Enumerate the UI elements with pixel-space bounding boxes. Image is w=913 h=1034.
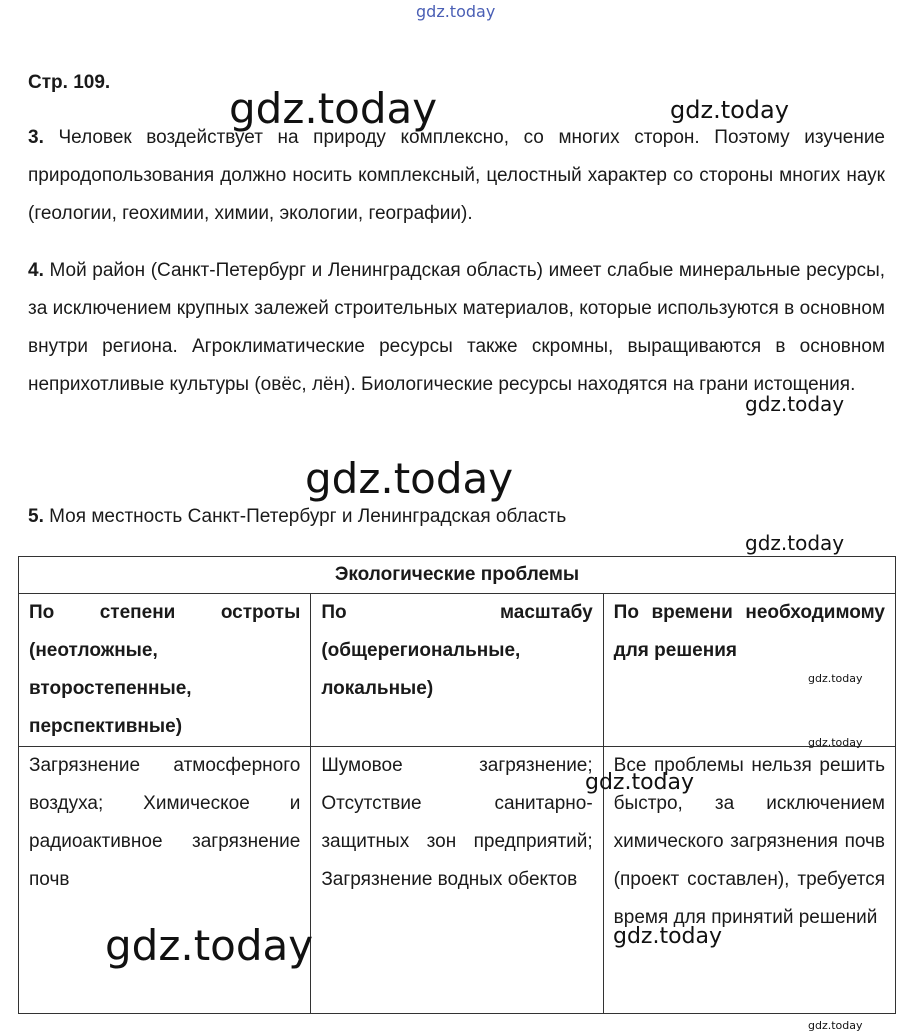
answer-number: 4. xyxy=(28,260,44,281)
column-header-time: По времени необходимому для решения xyxy=(603,594,895,747)
answer-number: 5. xyxy=(28,506,44,527)
watermark: gdz.today xyxy=(105,921,314,970)
table-title: Экологические проблемы xyxy=(19,557,896,594)
watermark: gdz.today xyxy=(808,736,863,749)
table-cell: Все проблемы нельзя решить быстро, за исключением химического загрязнения почв (проект составлен), требуется время для принятий решений xyxy=(603,747,895,1014)
answer-text: Моя местность Санкт-Петербург и Ленинградская область xyxy=(49,506,567,527)
page-reference: Стр. 109. xyxy=(28,72,111,93)
answer-number: 3. xyxy=(28,127,44,148)
answer-3 xyxy=(28,119,885,233)
watermark: gdz.today xyxy=(670,96,789,124)
answer-text: Человек воздействует на природу комплексно, со многих сторон. Поэтому изучение природопользования должно носить комплексный, целостный характер со стороны многих наук (геологии, геохимии, химии, экологии, географии). xyxy=(28,127,885,224)
watermark: gdz.today xyxy=(745,531,845,555)
table-row xyxy=(19,747,896,1014)
column-header-scale: По масштабу (общерегиональные, локальные) xyxy=(311,594,603,747)
watermark: gdz.today xyxy=(585,770,695,795)
watermark: gdz.today xyxy=(305,454,514,503)
watermark-top: gdz.today xyxy=(416,2,496,21)
column-header-severity: По степени остроты (неотложные, второстепенные, перспективные) xyxy=(19,594,311,747)
watermark: gdz.today xyxy=(613,924,723,949)
watermark: gdz.today xyxy=(808,672,863,685)
watermark: gdz.today xyxy=(808,1019,863,1032)
watermark: gdz.today xyxy=(229,84,438,133)
table-cell: Загрязнение атмосферного воздуха; Химическое и радиоактивное загрязнение почв xyxy=(19,747,311,1014)
answer-4 xyxy=(28,252,885,404)
answer-text: Мой район (Санкт-Петербург и Ленинградская область) имеет слабые минеральные ресурсы, за исключением крупных залежей строительных материалов, которые используются в основном внутри региона. Агроклиматические ресурсы также скромны, выращиваются в основном неприхотливые культуры (овёс, лён). Биологические ресурсы находятся на грани истощения. xyxy=(28,260,886,395)
watermark: gdz.today xyxy=(745,392,845,416)
table-cell: Шумовое загрязнение; Отсутствие санитарно-защитных зон предприятий; Загрязнение водных обектов xyxy=(311,747,603,1014)
